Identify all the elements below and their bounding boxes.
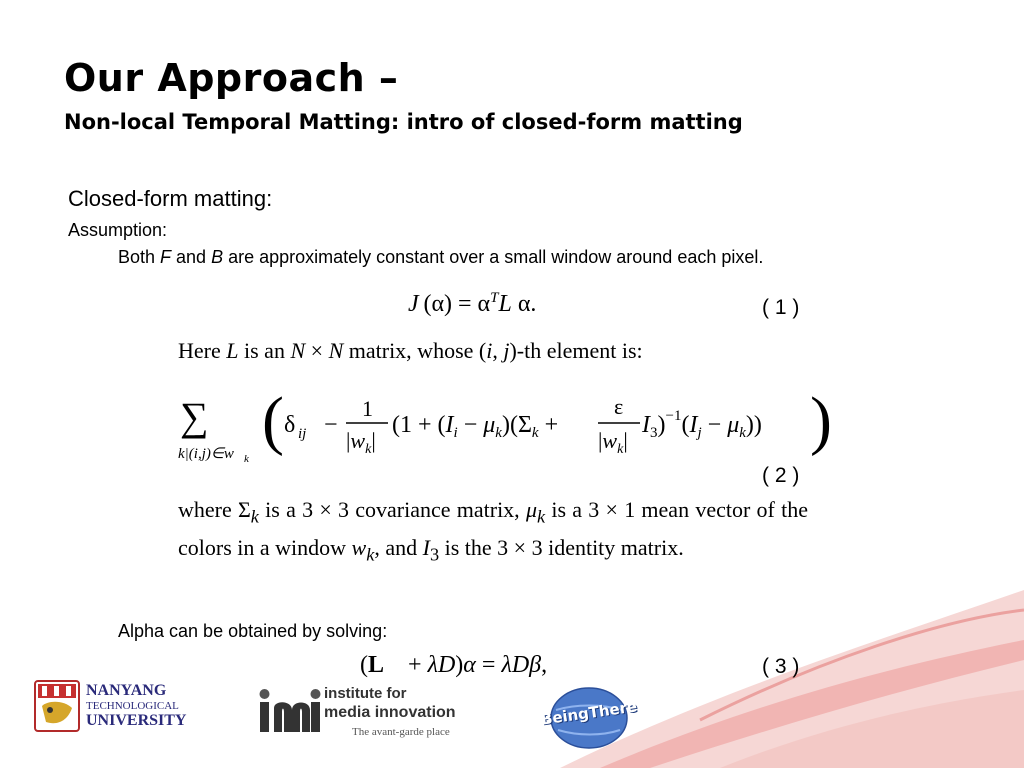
assumption-F: F — [160, 247, 172, 267]
svg-text:): ) — [810, 388, 832, 457]
matrix-description: Here L is an N × N matrix, whose (i, j)-th element is: — [178, 338, 643, 363]
assumption-pre: Both — [118, 247, 161, 267]
ntu-line2: TECHNOLOGICAL — [86, 700, 179, 712]
svg-text:1: 1 — [362, 396, 373, 421]
section-heading: Closed-form matting: — [68, 186, 273, 211]
equation-2-number: ( 2 ) — [762, 464, 800, 487]
svg-text:(: ( — [262, 388, 284, 457]
assumption-post: are approximately constant over a small window around each pixel. — [223, 247, 764, 267]
svg-text:ij: ij — [298, 426, 307, 442]
imi-mark-icon — [258, 688, 322, 734]
svg-text:−: − — [324, 412, 338, 438]
slide-subtitle: Non-local Temporal Matting: intro of closed-form matting — [64, 110, 743, 134]
svg-text:ε: ε — [614, 394, 624, 419]
alpha-text: Alpha can be obtained by solving: — [118, 621, 388, 641]
svg-text:∑: ∑ — [180, 394, 209, 439]
assumption-label: Assumption: — [68, 220, 168, 240]
assumption-text — [118, 247, 763, 268]
svg-text:k|(i,j)∈w: k|(i,j)∈w — [178, 446, 234, 462]
imi-logo — [258, 684, 470, 742]
svg-text:δ: δ — [284, 412, 296, 438]
ntu-crest-icon — [34, 680, 80, 734]
beingthere-text: BeingThere — [539, 697, 639, 729]
ntu-logo — [34, 680, 204, 736]
equation-2 — [174, 388, 834, 468]
assumption-mid: and — [171, 247, 212, 267]
assumption-B: B — [211, 247, 224, 267]
imi-line1: institute for — [324, 685, 407, 702]
imi-tagline: The avant-garde place — [352, 726, 450, 738]
equation-1-number: ( 1 ) — [762, 296, 800, 319]
svg-text:|wk|: $|w_k|$ — [598, 428, 628, 457]
svg-text:|wk|: $|w_k|$ — [346, 428, 376, 457]
ntu-line3: UNIVERSITY — [86, 712, 187, 729]
ntu-line1: NANYANG — [86, 682, 167, 699]
svg-text:(1 + (Ii − μk)(Σk +: ($1 + (I_i - \mu_k)(\Sigma_k$ + — [392, 412, 559, 441]
imi-line2: media innovation — [324, 704, 456, 721]
svg-text:k: k — [244, 453, 249, 465]
svg-text:I3)−1(Ij − μk)): $I_3)^{-1}(I_j - \mu_k)$) — [642, 408, 762, 441]
beingthere-logo — [536, 686, 642, 750]
equation-1: J $(\alpha) = \alpha^TL$ α. — [408, 290, 537, 317]
slide-title: Our Approach – — [64, 56, 399, 100]
where-paragraph: where $\Sigma_k$ is a 3 × 3 covariance matrix, $\mu_k$ is a 3 × 1 mean vector of the colors in a window $w_k$, and $I_3$ is the 3 × 3 identity matrix. — [178, 497, 808, 565]
equation-3-number: ( 3 ) — [762, 655, 800, 678]
equation-3: (L + λD)α = λDβ, — [360, 652, 548, 678]
equation-2-graphic — [174, 388, 834, 468]
